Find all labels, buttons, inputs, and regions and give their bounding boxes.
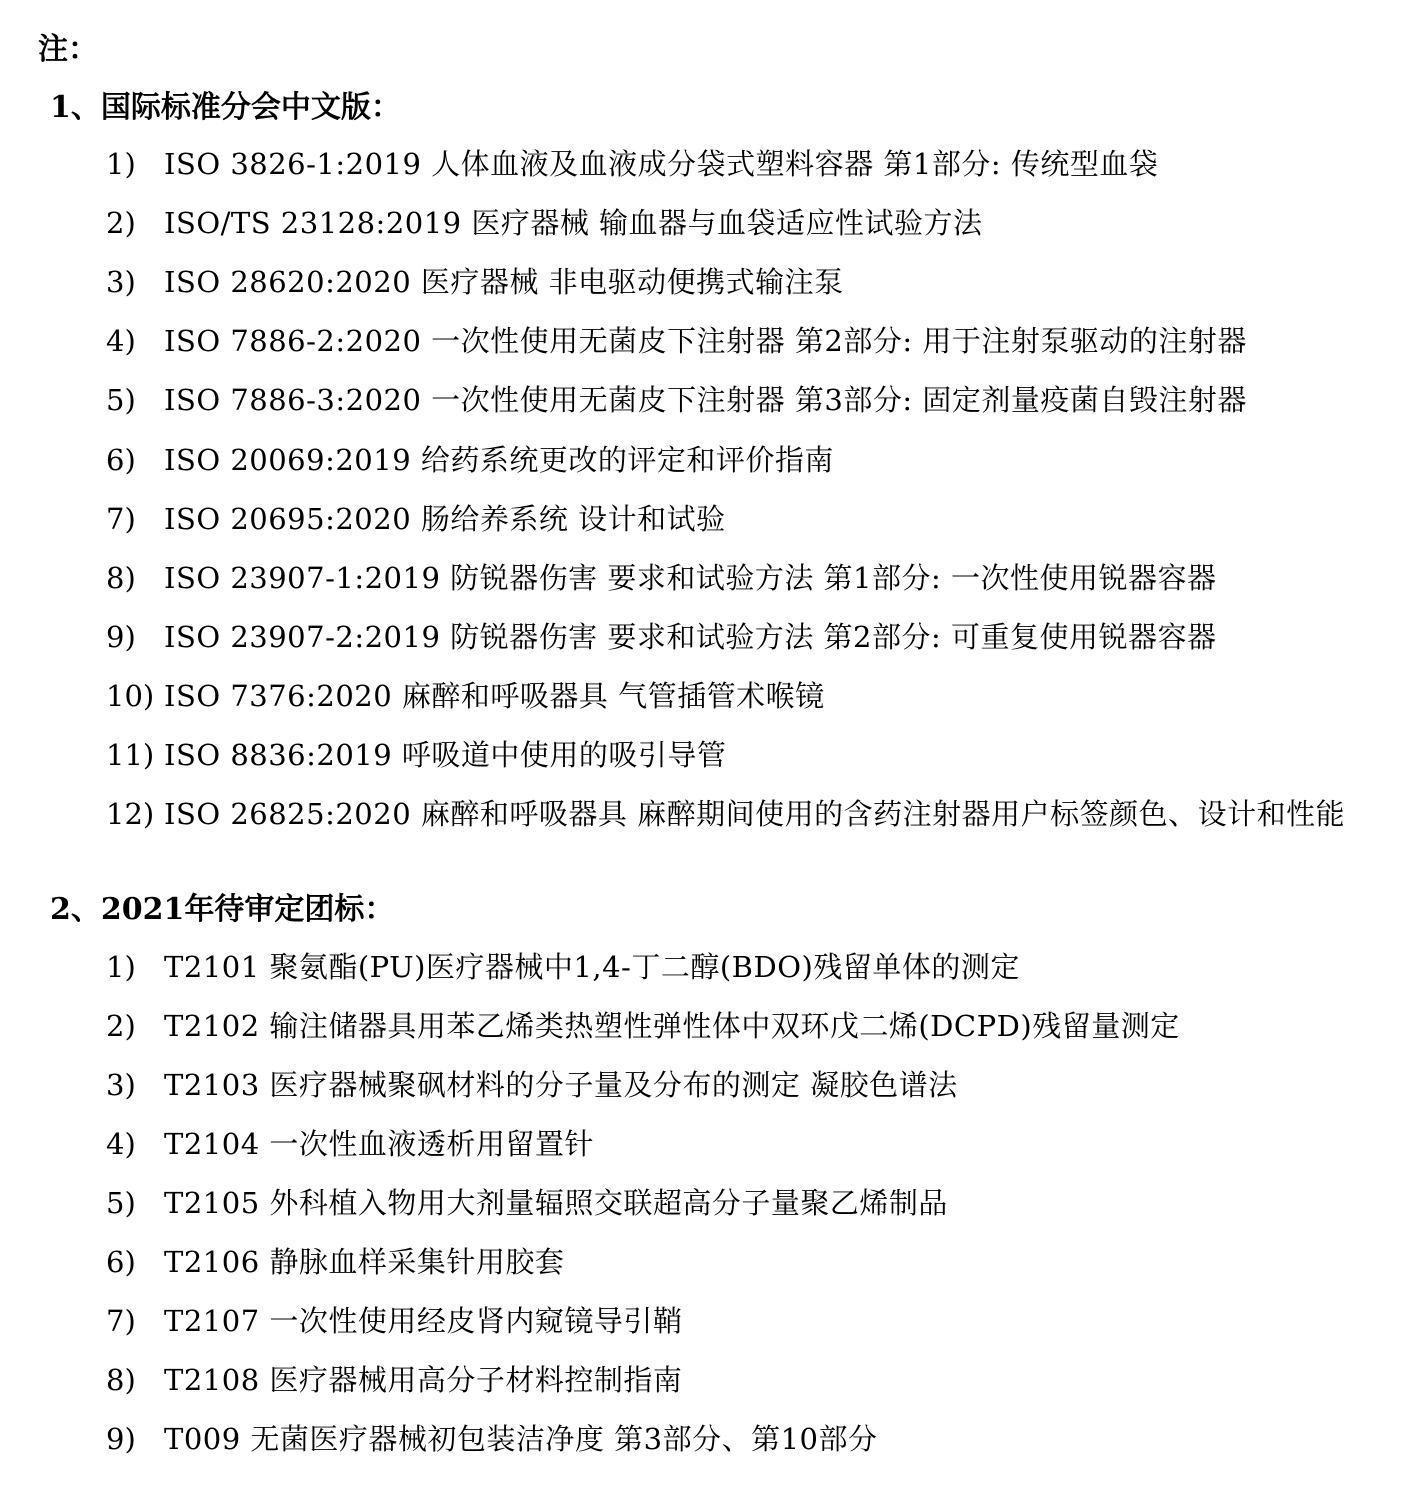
item-text: T2103 医疗器械聚砜材料的分子量及分布的测定 凝胶色谱法 (164, 1068, 958, 1102)
item-text: T2106 静脉血样采集针用胶套 (164, 1245, 565, 1279)
list-item (106, 1184, 1376, 1222)
list-item (106, 1243, 1376, 1281)
list-item (106, 381, 1376, 419)
list-item (106, 795, 1376, 833)
section-heading-group-standards: 2、2021年待审定团标： (50, 892, 395, 927)
item-number: 3) (106, 1068, 136, 1102)
list-item (106, 145, 1376, 183)
item-number: 4) (106, 1127, 136, 1161)
item-number: 12) (106, 797, 155, 831)
item-text: ISO 7886-3:2020 一次性使用无菌皮下注射器 第3部分: 固定剂量疫菌自毁注射器 (164, 383, 1247, 417)
item-text: ISO 23907-1:2019 防锐器伤害 要求和试验方法 第1部分: 一次性使用锐器容器 (164, 561, 1217, 595)
item-number: 1) (106, 147, 136, 181)
list-item (106, 441, 1376, 479)
list-item (106, 1007, 1376, 1045)
item-text: T2107 一次性使用经皮肾内窥镜导引鞘 (164, 1304, 683, 1338)
item-number: 7) (106, 1304, 136, 1338)
list-item (106, 263, 1376, 301)
item-number: 9) (106, 1422, 136, 1456)
item-number: 11) (106, 738, 155, 772)
item-text: ISO 8836:2019 呼吸道中使用的吸引导管 (164, 738, 727, 772)
item-number: 1) (106, 950, 136, 984)
item-text: ISO 20069:2019 给药系统更改的评定和评价指南 (164, 443, 834, 477)
list-item (106, 948, 1376, 986)
item-text: ISO 23907-2:2019 防锐器伤害 要求和试验方法 第2部分: 可重复使用锐器容器 (164, 620, 1217, 654)
item-number: 2) (106, 206, 136, 240)
list-item (106, 1125, 1376, 1163)
item-number: 4) (106, 324, 136, 358)
list-item (106, 1066, 1376, 1104)
item-number: 9) (106, 620, 136, 654)
section-heading-international: 1、国际标准分会中文版： (50, 90, 401, 125)
list-item (106, 500, 1376, 538)
item-number: 6) (106, 1245, 136, 1279)
item-number: 8) (106, 561, 136, 595)
item-text: T2105 外科植入物用大剂量辐照交联超高分子量聚乙烯制品 (164, 1186, 948, 1220)
item-text: T2102 输注储器具用苯乙烯类热塑性弹性体中双环戊二烯(DCPD)残留量测定 (164, 1009, 1180, 1043)
note-label: 注： (38, 32, 98, 67)
list-item (106, 1420, 1376, 1458)
item-text: ISO 7376:2020 麻醉和呼吸器具 气管插管术喉镜 (164, 679, 825, 713)
item-number: 8) (106, 1363, 136, 1397)
item-text: ISO 3826-1:2019 人体血液及血液成分袋式塑料容器 第1部分: 传统型血袋 (164, 147, 1159, 181)
item-text: ISO 26825:2020 麻醉和呼吸器具 麻醉期间使用的含药注射器用户标签颜色、设计和性能 (164, 797, 1346, 831)
item-text: T2104 一次性血液透析用留置针 (164, 1127, 594, 1161)
list-item (106, 736, 1376, 774)
item-number: 3) (106, 265, 136, 299)
list-item (106, 204, 1376, 242)
item-text: ISO/TS 23128:2019 医疗器械 输血器与血袋适应性试验方法 (164, 206, 983, 240)
item-text: ISO 7886-2:2020 一次性使用无菌皮下注射器 第2部分: 用于注射泵驱动的注射器 (164, 324, 1247, 358)
item-number: 2) (106, 1009, 136, 1043)
item-text: T2101 聚氨酯(PU)医疗器械中1,4-丁二醇(BDO)残留单体的测定 (164, 950, 1020, 984)
item-text: ISO 20695:2020 肠给养系统 设计和试验 (164, 502, 726, 536)
item-text: T2108 医疗器械用高分子材料控制指南 (164, 1363, 683, 1397)
item-number: 10) (106, 679, 155, 713)
item-number: 5) (106, 1186, 136, 1220)
list-item (106, 1361, 1376, 1399)
item-text: ISO 28620:2020 医疗器械 非电驱动便携式输注泵 (164, 265, 844, 299)
list-item (106, 559, 1376, 597)
list-item (106, 1302, 1376, 1340)
item-text: T009 无菌医疗器械初包装洁净度 第3部分、第10部分 (164, 1422, 878, 1456)
list-item (106, 322, 1376, 360)
item-number: 6) (106, 443, 136, 477)
list-item (106, 677, 1376, 715)
item-number: 5) (106, 383, 136, 417)
list-item (106, 618, 1376, 656)
item-number: 7) (106, 502, 136, 536)
